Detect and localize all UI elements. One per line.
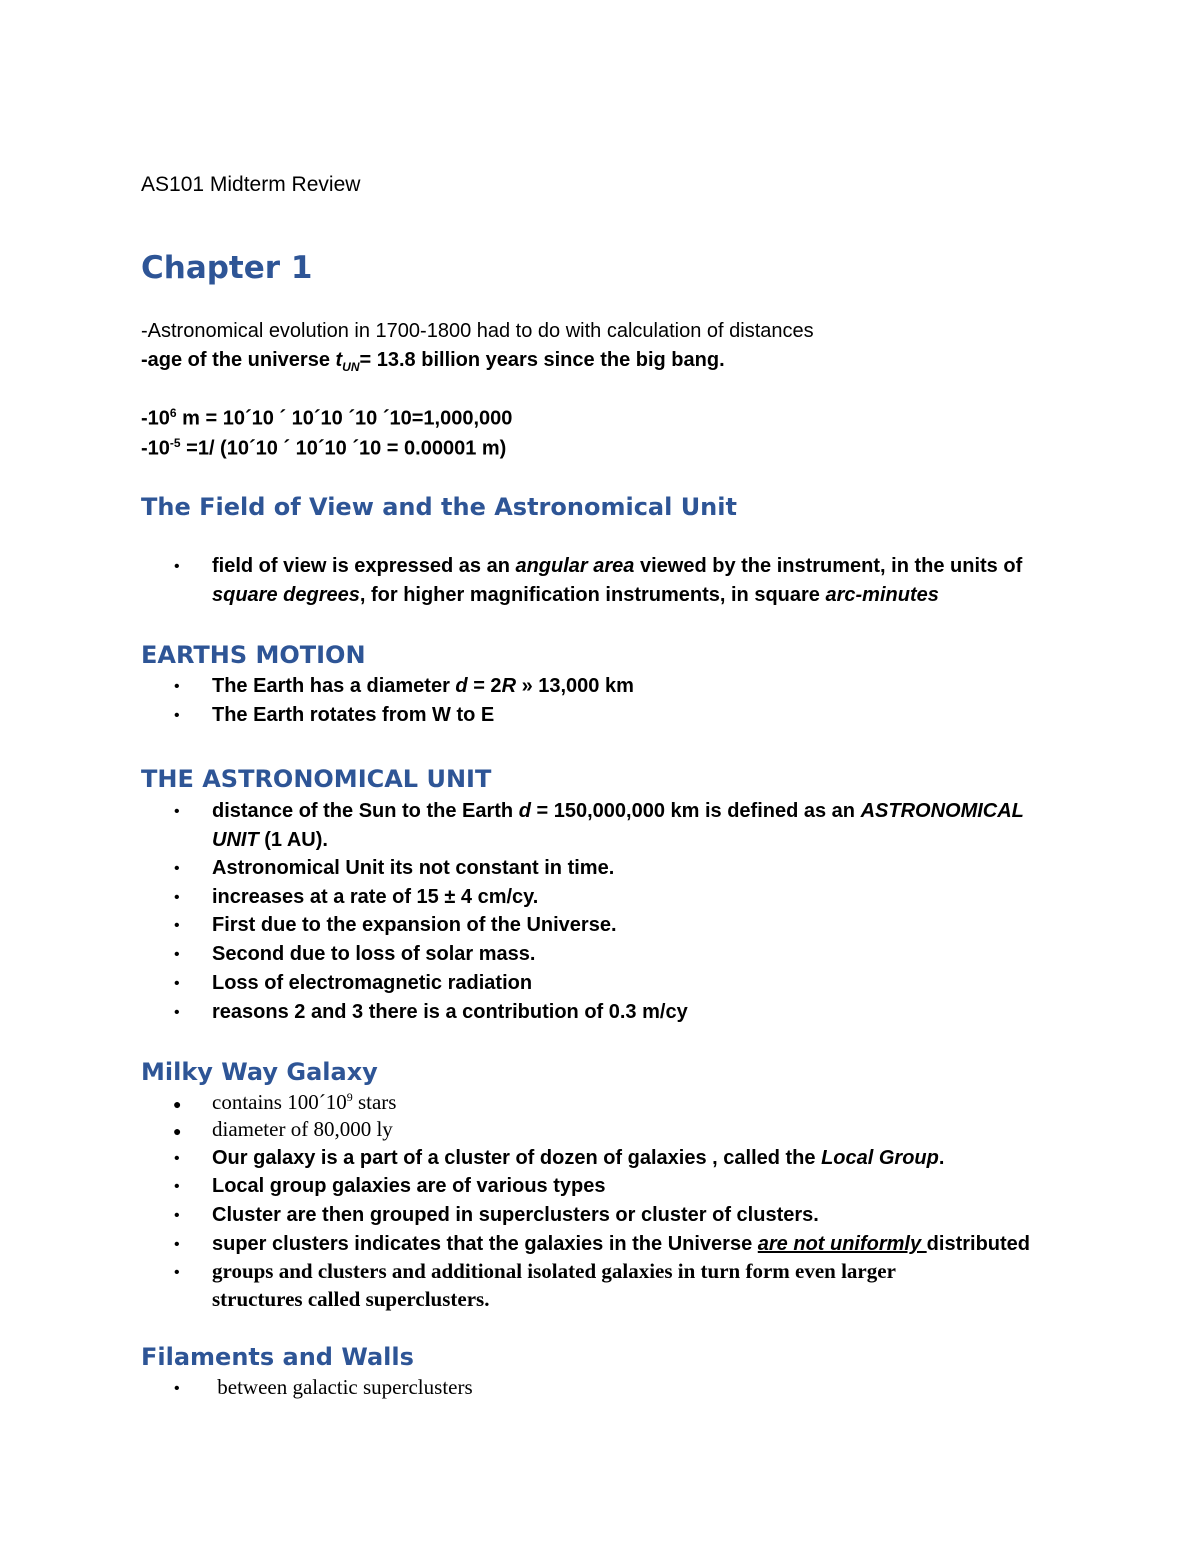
bullet: • [174,1004,180,1021]
astronomical-unit-item: reasons 2 and 3 there is a contribution of 0.3 m/cy [212,1001,688,1023]
bullet: • [174,558,180,575]
bullet: • [174,1380,180,1397]
astronomical-unit-item-1-line-1: distance of the Sun to the Earth d = 150,000,000 km is defined as an ASTRONOMICAL [212,800,1024,822]
milky-way-item-3: Our galaxy is a part of a cluster of dozen of galaxies , called the Local Group. [212,1147,945,1169]
equation-2: $-10^{-5} =1/$ (10´10 ´ 10´10 ´10 = 0.00001 m) [141,436,507,460]
astronomical-unit-item: Second due to loss of solar mass. [212,943,536,965]
bullet: • [174,1207,180,1224]
bullet: • [174,889,180,906]
bullet: • [174,946,180,963]
milky-way-item-7-line-2: structures called superclusters. [212,1287,490,1311]
earths-motion-item-1: The Earth has a diameter d = 2R » 13,000 km [212,675,634,697]
section-heading-filaments: Filaments and Walls [141,1343,414,1371]
document-title: AS101 Midterm Review [141,173,361,196]
bullet: • [174,1150,180,1167]
bullet: • [174,1178,180,1195]
milky-way-item-2: diameter of 80,000 ly [212,1117,393,1141]
round-bullet: ● [173,1123,182,1139]
section-heading-milky-way: Milky Way Galaxy [141,1058,378,1086]
astronomical-unit-item: Astronomical Unit its not constant in time. [212,857,615,879]
milky-way-item-7-line-1: groups and clusters and additional isolated galaxies in turn form even larger [212,1259,896,1283]
section-heading-field-of-view: The Field of View and the Astronomical Unit [141,493,737,521]
filaments-item-1: between galactic superclusters [212,1375,473,1399]
bullet: • [174,678,180,695]
astronomical-unit-item: First due to the expansion of the Universe. [212,914,617,936]
intro-line-2: -age of the universe $t_{UN}= 13.8$ billion years since the big bang. [141,349,725,374]
milky-way-item-1: contains $100´10^9$ stars [212,1090,397,1114]
bullet: • [174,1264,180,1281]
section-heading-astronomical-unit: THE ASTRONOMICAL UNIT [141,765,492,793]
astronomical-unit-item: increases at a rate of 15 ± 4 cm/cy. [212,886,539,908]
earths-motion-item-2: The Earth rotates from W to E [212,704,495,726]
milky-way-item-4: Local group galaxies are of various types [212,1175,606,1197]
milky-way-item-5: Cluster are then grouped in superclusters or cluster of clusters. [212,1204,819,1226]
bullet: • [174,860,180,877]
chapter-heading: Chapter 1 [141,250,313,286]
section-heading-earths-motion: EARTHS MOTION [141,641,366,669]
intro-line-1: -Astronomical evolution in 1700-1800 had to do with calculation of distances [141,320,814,342]
astronomical-unit-item-1-line-2: UNIT (1 AU). [212,829,328,851]
bullet: • [174,1236,180,1253]
round-bullet: ● [173,1096,182,1112]
bullet: • [174,975,180,992]
equation-1: $-10^6$ m = 10´10 ´ 10´10 ´10 ´10=1,000,000 [141,406,513,430]
bullet: • [174,707,180,724]
bullet: • [174,917,180,934]
field-of-view-item-line-1: field of view is expressed as an angular area viewed by the instrument, in the units of [212,555,1023,577]
astronomical-unit-item: Loss of electromagnetic radiation [212,972,533,994]
field-of-view-item-line-2: square degrees, for higher magnification instruments, in square arc-minutes [212,584,939,606]
milky-way-item-6: super clusters indicates that the galaxies in the Universe are not uniformly distributed [212,1233,1031,1255]
bullet: • [174,803,180,820]
